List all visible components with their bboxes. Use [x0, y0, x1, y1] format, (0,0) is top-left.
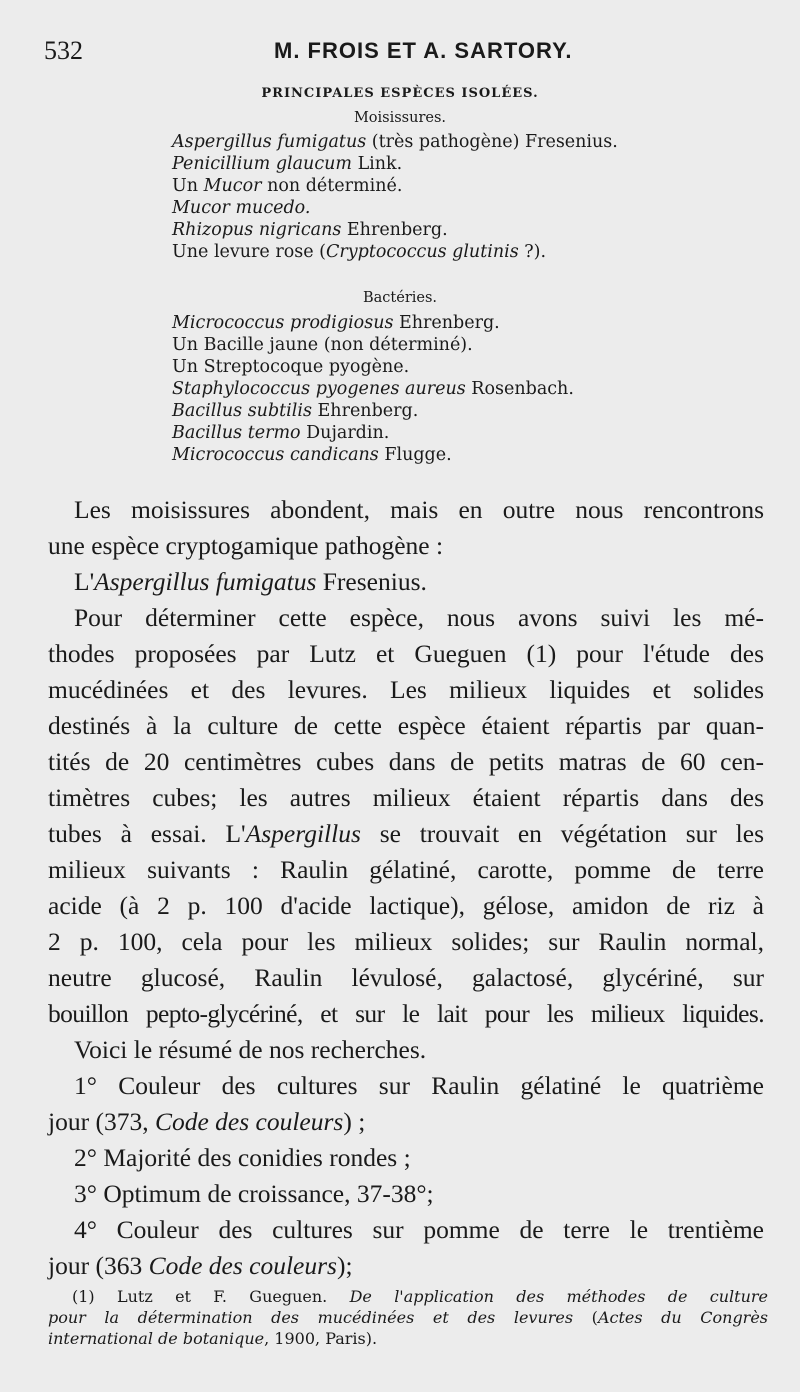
list-item: Rhizopus nigricans Ehrenberg. [172, 220, 448, 240]
text-line: bouillon pepto-glycériné, et sur le lait pour les milieux liquides. [48, 999, 764, 1028]
text-line: acide (à 2 p. 100 d'acide lactique), gélose, amidon de riz à [48, 891, 764, 920]
text-line: neutre glucosé, Raulin lévulosé, galactosé, glycériné, sur [48, 963, 764, 992]
list-item: Aspergillus fumigatus (très pathogène) Fresenius. [172, 132, 618, 152]
text-line: L'Aspergillus fumigatus Fresenius. [74, 567, 427, 596]
bacteria-list [172, 312, 752, 466]
text-line: 2 p. 100, cela pour les milieux solides; sur Raulin normal, [48, 927, 764, 956]
text-line: 4° Couleur des cultures sur pomme de terre le trentième [74, 1215, 764, 1244]
list-item: Penicillium glaucum Link. [172, 154, 403, 174]
molds-heading: Moisissures. [353, 110, 447, 126]
text-line: tubes à essai. L'Aspergillus se trouvait en végétation sur les [48, 819, 764, 848]
list-item: Staphylococcus pyogenes aureus Rosenbach. [172, 379, 574, 399]
text-line: milieux suivants : Raulin gélatiné, carotte, pomme de terre [48, 855, 764, 884]
bacteria-heading: Bactéries. [362, 290, 438, 306]
footnote-line: pour la détermination des mucédinées et des levures (Actes du Congrès [48, 1308, 769, 1327]
footnote-line: (1) Lutz et F. Gueguen. De l'application des méthodes de culture [72, 1287, 769, 1306]
text-line: Les moisissures abondent, mais en outre nous rencontrons [74, 495, 764, 524]
list-item: Micrococcus candicans Flugge. [172, 445, 452, 465]
page-number: 532 [44, 36, 83, 65]
molds-list [172, 131, 752, 263]
text-line: 2° Majorité des conidies rondes ; [74, 1143, 411, 1172]
list-item: Bacillus termo Dujardin. [172, 423, 390, 443]
page-header [44, 36, 770, 70]
text-line: jour (363 Code des couleurs); [48, 1251, 353, 1280]
running-title: M. FROIS ET A. SARTORY. [274, 38, 573, 63]
list-item: Un Bacille jaune (non déterminé). [172, 335, 473, 355]
text-line: 3° Optimum de croissance, 37-38°; [74, 1179, 434, 1208]
text-line: timètres cubes; les autres milieux étaient répartis dans des [48, 783, 764, 812]
list-item: Micrococcus prodigiosus Ehrenberg. [172, 313, 500, 333]
text-line: jour (373, Code des couleurs) ; [48, 1107, 366, 1136]
body-text [48, 492, 764, 1284]
text-line: mucédinées et des levures. Les milieux liquides et solides [48, 675, 764, 704]
list-item: Un Mucor non déterminé. [172, 176, 403, 196]
text-line: Voici le résumé de nos recherches. [74, 1035, 427, 1064]
list-item: Bacillus subtilis Ehrenberg. [172, 401, 419, 421]
species-list-title: PRINCIPALES ESPÈCES ISOLÉES. [261, 86, 539, 101]
list-item: Un Streptocoque pyogène. [172, 357, 410, 377]
text-line: tités de 20 centimètres cubes dans de petits matras de 60 cen- [48, 747, 764, 776]
text-line: Pour déterminer cette espèce, nous avons suivi les mé- [74, 603, 764, 632]
footnote [48, 1286, 769, 1349]
footnote-line: international de botanique, 1900, Paris). [48, 1329, 378, 1348]
text-line: 1° Couleur des cultures sur Raulin gélatiné le quatrième [74, 1071, 764, 1100]
list-item: Une levure rose (Cryptococcus glutinis ?). [172, 242, 547, 262]
list-item: Mucor mucedo. [172, 198, 311, 218]
text-line: une espèce cryptogamique pathogène : [48, 531, 444, 560]
text-line: destinés à la culture de cette espèce étaient répartis par quan- [48, 711, 764, 740]
text-line: thodes proposées par Lutz et Gueguen (1) pour l'étude des [48, 639, 764, 668]
